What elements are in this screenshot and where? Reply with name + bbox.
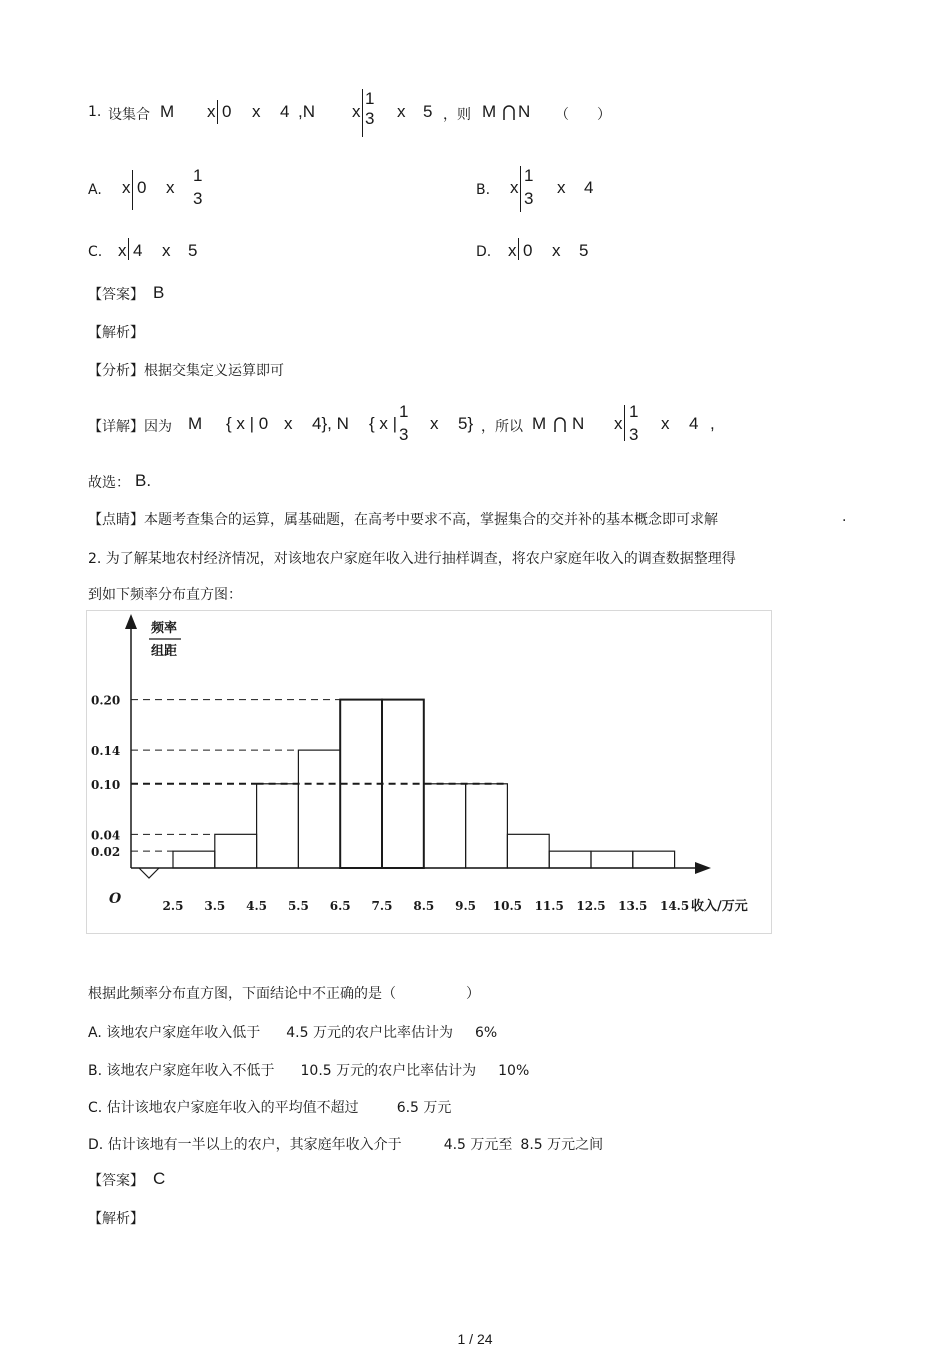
axis-break-icon [139, 868, 159, 878]
histogram-bar [633, 851, 675, 868]
q1-detail-set1: { x | 0 [226, 414, 269, 433]
histogram-bar [424, 784, 466, 868]
set-bar [362, 89, 363, 137]
q1-option-C-five: 5 [188, 241, 198, 260]
q2-option-C [88, 1097, 451, 1117]
q2-question: 根据此频率分布直方图，下面结论中不正确的是（ ） [88, 986, 480, 1002]
x-axis-label: 收入/万元 [691, 899, 748, 914]
x-tick-label: 14.5 [659, 899, 690, 913]
x-tick-label: 4.5 [246, 899, 268, 913]
histogram-bar [215, 834, 257, 868]
fraction-one-third: 1 3 [629, 402, 639, 444]
histogram-frame [86, 610, 772, 934]
q1-dianjing-dot: . [842, 509, 847, 525]
set-bar [518, 238, 519, 260]
q1-guxuan-answer: B. [135, 471, 152, 490]
q1-detail-x: x [284, 414, 293, 433]
fraction-one-third: 1 3 [399, 402, 409, 444]
y-tick-label: 0.02 [91, 845, 121, 860]
q2-line2: 到如下频率分布直方图： [88, 587, 242, 603]
q1-option-C-four: 4 [133, 241, 143, 260]
q1-x2: x [252, 102, 261, 121]
q2-option-D-part1: D. 估计该地有一半以上的农户，其家庭年收入介于 [88, 1137, 402, 1153]
x-tick-label: 11.5 [534, 899, 564, 913]
origin-label: O [109, 891, 122, 907]
q1-then: ，则 [443, 107, 471, 123]
q2-option-D [88, 1134, 603, 1154]
fraction-one-third: 1 3 [193, 166, 203, 208]
x-tick-label: 3.5 [204, 899, 226, 913]
page-footer: 1 / 24 [457, 1331, 493, 1347]
q1-M2: M [482, 102, 497, 121]
q1-zero: 0 [222, 102, 232, 121]
q2-option-C-part1: C. 估计该地农户家庭年收入的平均值不超过 [88, 1100, 359, 1116]
q1-detail-M: M [188, 414, 203, 433]
q1-option-A-x: x [122, 178, 131, 197]
y-axis-label-top: 频率 [151, 621, 178, 636]
q2-option-B-part2: 10.5 万元的农户比率估计为 [300, 1063, 477, 1079]
q1-option-D-x2: x [552, 241, 561, 260]
frequency-histogram [87, 611, 771, 933]
set-bar [520, 166, 521, 212]
x-tick-label: 2.5 [162, 899, 184, 913]
q1-detail-comma: , [710, 414, 715, 433]
q1-number: 1. [88, 104, 102, 120]
q1-detail-close2: 5} [458, 414, 474, 433]
q1-answer: B [153, 283, 165, 302]
histogram-bar [549, 851, 591, 868]
q2-option-A-part3: 6% [474, 1025, 498, 1041]
q2-option-A-part1: A. 该地农户家庭年收入低于 [88, 1025, 261, 1041]
histogram-bar [298, 750, 340, 868]
q1-detail-M2: M [532, 414, 547, 433]
q1-option-B-four: 4 [584, 178, 594, 197]
q1-detail-lead: 【详解】因为 [88, 419, 172, 435]
q1-detail-x4: x [661, 414, 670, 433]
x-axis-arrow-icon [695, 862, 711, 874]
set-bar [132, 170, 133, 210]
q1-fenxi: 【分析】根据交集定义运算即可 [88, 363, 284, 379]
q1-x3: x [352, 102, 361, 121]
q2-option-B [88, 1060, 529, 1080]
q1-comma-N: ,N [298, 102, 315, 121]
q1-option-C-label: C. [88, 244, 103, 260]
q1-detail-N: N [572, 414, 585, 433]
set-bar [624, 405, 625, 441]
x-tick-label: 10.5 [492, 899, 523, 913]
q1-option-D-five: 5 [579, 241, 589, 260]
y-axis-label-bottom: 组距 [151, 644, 178, 659]
q1-guxuan: 故选： [88, 475, 130, 491]
q1-detail-so: ，所以 [481, 419, 523, 435]
x-tick-label: 12.5 [576, 899, 606, 913]
q2-option-D-part3: 8.5 万元之间 [520, 1137, 604, 1153]
x-tick-label: 8.5 [413, 899, 435, 913]
q1-answer-label: 【答案】 [88, 287, 144, 303]
q1-option-B-x2: x [557, 178, 566, 197]
q1-analysis-label: 【解析】 [88, 325, 144, 341]
q1-option-D-x: x [508, 241, 517, 260]
q2-option-C-part2: 6.5 万元 [396, 1100, 452, 1116]
q2-analysis-label: 【解析】 [88, 1211, 144, 1227]
q1-stem-lead: 设集合 [108, 107, 150, 123]
q1-option-A-x2: x [166, 178, 175, 197]
q1-x1: x [207, 102, 216, 121]
x-tick-label: 5.5 [287, 899, 309, 913]
q1-detail-close1: 4}, N [312, 414, 349, 433]
q1-five: 5 [423, 102, 433, 121]
x-tick-label: 6.5 [329, 899, 351, 913]
q1-dianjing: 【点睛】本题考查集合的运算，属基础题，在高考中要求不高，掌握集合的交并补的基本概念即可求解 [88, 512, 718, 528]
fraction-one-third: 1 3 [524, 166, 534, 208]
y-tick-label: 0.20 [91, 693, 121, 708]
q1-paren: （ ） [555, 107, 611, 123]
x-tick-label: 7.5 [371, 899, 393, 913]
set-bar [128, 238, 129, 260]
q2-option-A-part2: 4.5 万元的农户比率估计为 [286, 1025, 453, 1041]
x-tick-label: 13.5 [618, 899, 648, 913]
q1-detail-set2: { x | [369, 414, 398, 433]
q1-x4: x [397, 102, 406, 121]
q2-option-B-part1: B. 该地农户家庭年收入不低于 [88, 1063, 275, 1079]
q2-option-D-part2: 4.5 万元至 [443, 1137, 513, 1153]
q2-answer: C [153, 1169, 166, 1188]
y-tick-label: 0.04 [91, 828, 121, 843]
q1-option-C-x: x [118, 241, 127, 260]
y-axis-arrow-icon [125, 614, 137, 629]
histogram-bar [591, 851, 633, 868]
q1-four: 4 [280, 102, 290, 121]
fraction-one-third: 1 3 [365, 89, 375, 128]
histogram-bar [466, 784, 508, 868]
q2-line1: 2. 为了解某地农村经济情况，对该地农户家庭年收入进行抽样调查，将农户家庭年收入的调查数据整理得 [88, 551, 736, 567]
y-tick-label: 0.10 [91, 777, 121, 792]
q1-detail-four: 4 [689, 414, 699, 433]
histogram-bar [257, 784, 299, 868]
q2-answer-label: 【答案】 [88, 1173, 144, 1189]
q1-detail-x3: x [614, 414, 623, 433]
intersection-icon [553, 416, 567, 432]
y-tick-label: 0.14 [91, 744, 121, 759]
set-bar [217, 100, 218, 124]
q1-option-B-label: B. [476, 182, 491, 198]
x-tick-label: 9.5 [455, 899, 477, 913]
histogram-bar [173, 851, 215, 868]
q1-option-B-x: x [510, 178, 519, 197]
q2-option-A [88, 1022, 497, 1042]
q1-option-A-label: A. [88, 182, 102, 198]
q1-option-A-zero: 0 [137, 178, 147, 197]
q1-detail-x2: x [430, 414, 439, 433]
q1-N: N [518, 102, 531, 121]
q2-option-B-part3: 10% [498, 1063, 530, 1079]
q1-option-D-label: D. [476, 244, 492, 260]
intersection-icon [502, 104, 516, 120]
q1-option-D-zero: 0 [523, 241, 533, 260]
q1-M: M [160, 102, 175, 121]
histogram-bar [507, 834, 549, 868]
q1-option-C-x2: x [162, 241, 171, 260]
